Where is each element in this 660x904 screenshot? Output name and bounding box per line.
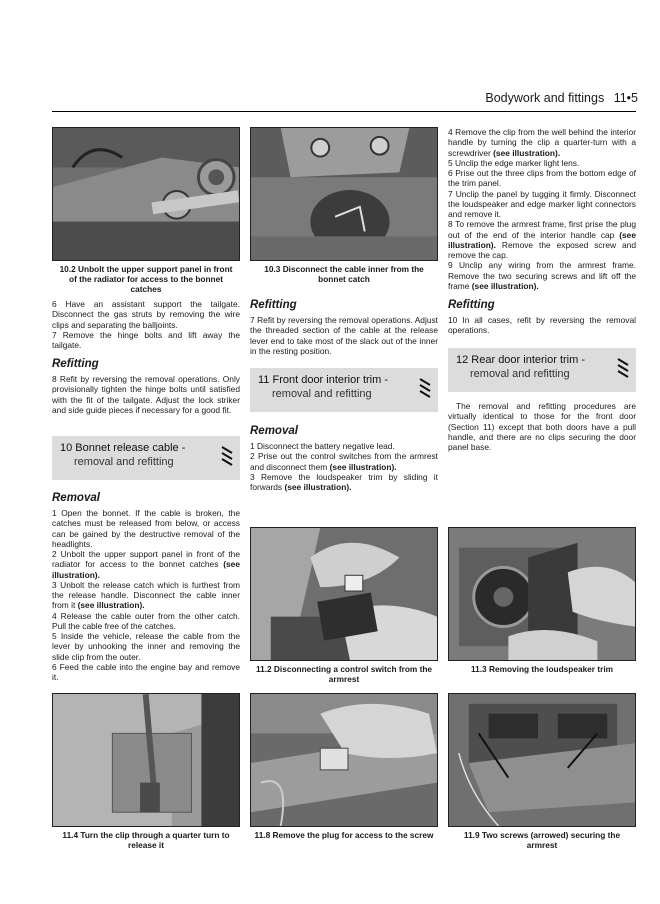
difficulty-spanner-icon xyxy=(220,443,234,469)
section-11-subtitle: removal and refitting xyxy=(272,387,372,400)
caption-11-2: 11.2 Disconnecting a control switch from the armrest xyxy=(255,664,433,685)
para-7-tailgate: 7 Remove the hinge bolts and lift away the tailgate. xyxy=(52,329,240,350)
para-2-front-door: 2 Prise out the control switches from the armrest and disconnect them (see illustration). xyxy=(250,451,438,472)
difficulty-spanner-icon xyxy=(418,375,432,401)
para-5-bonnet: 5 Inside the vehicle, release the cable from the lever by unhooking the inner and removing the slide clip from the outer. xyxy=(52,631,240,662)
heading-removal-col1: Removal xyxy=(52,492,100,504)
section-12-header xyxy=(448,348,636,392)
header-rule xyxy=(52,111,636,112)
col1-text-tailgate xyxy=(52,299,240,350)
para-5-lens: 5 Unclip the edge marker light lens. xyxy=(448,157,580,168)
caption-10-3: 10.3 Disconnect the cable inner from the bonnet catch xyxy=(264,264,424,285)
heading-refitting-col2: Refitting xyxy=(250,299,297,311)
photo-11-9 xyxy=(448,693,636,827)
para-4-clip: 4 Remove the clip from the well behind the interior handle by turning the clip a quarter-turn with a screwdriver (see illustration). xyxy=(448,127,636,158)
para-2-bonnet: 2 Unbolt the upper support panel in front of the radiator for access to the bonnet catches (see illustration). xyxy=(52,549,240,580)
caption-10-2: 10.2 Unbolt the upper support panel in front of the radiator for access to the bonnet catches xyxy=(59,264,233,295)
section-10-title: 10 Bonnet release cable - xyxy=(60,442,186,454)
col3-text-rear-door xyxy=(448,401,636,452)
para-1-front-door: 1 Disconnect the battery negative lead. xyxy=(250,441,395,451)
section-10-subtitle: removal and refitting xyxy=(74,455,174,468)
header-title: Bodywork and fittings xyxy=(485,91,605,105)
photo-10-2 xyxy=(52,127,240,261)
section-11-header xyxy=(250,368,438,412)
caption-11-3: 11.3 Removing the loudspeaker trim xyxy=(470,664,613,674)
heading-refitting-col3: Refitting xyxy=(448,299,495,311)
section-12-subtitle: removal and refitting xyxy=(470,367,570,380)
heading-removal-col2: Removal xyxy=(250,425,298,437)
para-4-bonnet: 4 Release the cable outer from the other catch. Pull the cable free of the catches. xyxy=(52,610,240,631)
col2-text-refitting xyxy=(250,315,438,356)
caption-11-8: 11.8 Remove the plug for access to the screw xyxy=(254,830,434,840)
para-6-clips: 6 Prise out the three clips from the bottom edge of the trim panel. xyxy=(448,168,636,189)
photo-11-2 xyxy=(250,527,438,661)
para-7-cable: 7 Refit by reversing the removal operations. Adjust the threaded section of the cable at the release lever end to take most of the slack out of the inner in the resting position. xyxy=(250,315,438,356)
col2-text-removal xyxy=(250,441,438,492)
caption-11-4: 11.4 Turn the clip through a quarter turn to release it xyxy=(62,830,230,851)
para-3-front-door: 3 Remove the loudspeaker trim by sliding it forwards (see illustration). xyxy=(250,471,438,492)
col3-text-refitting xyxy=(448,315,636,336)
para-10-refit: 10 In all cases, refit by reversing the removal operations. xyxy=(448,315,636,336)
section-12-title: 12 Rear door interior trim - xyxy=(456,354,585,366)
section-11-title: 11 Front door interior trim - xyxy=(258,374,389,386)
page-header xyxy=(485,91,638,105)
page-number: 11•5 xyxy=(613,91,638,105)
col1-text-removal xyxy=(52,508,240,682)
difficulty-spanner-icon xyxy=(616,355,630,381)
col3-text-removal xyxy=(448,127,636,291)
caption-11-9: 11.9 Two screws (arrowed) securing the armrest xyxy=(463,830,621,851)
photo-10-3 xyxy=(250,127,438,261)
section-10-header xyxy=(52,436,240,480)
para-9-wiring: 9 Unclip any wiring from the armrest frame. Remove the two securing screws and lift off the frame (see illustration). xyxy=(448,260,636,291)
para-6-tailgate: 6 Have an assistant support the tailgate. Disconnect the gas struts by removing the wire clips and separating the balljoints. xyxy=(52,299,240,330)
para-6-bonnet: 6 Feed the cable into the engine bay and remove it. xyxy=(52,661,240,682)
col1-text-refitting xyxy=(52,374,240,415)
photo-11-8 xyxy=(250,693,438,827)
para-8-refitting: 8 Refit by reversing the removal operations. Only provisionally tighten the hinge bolts until satisfied with the fit of the tailgate. Adjust the lock striker and side guide pieces if necessary for a good fit. xyxy=(52,374,240,415)
para-rear-door: The removal and refitting procedures are virtually identical to those for the front door (Section 11) except that both doors have a pull handle, and there are no clips securing the door panel base. xyxy=(448,401,636,452)
para-1-bonnet: 1 Open the bonnet. If the cable is broken, the catches must be released from below, or access can be gained by the destructive removal of the headlights. xyxy=(52,508,240,549)
para-8-armrest: 8 To remove the armrest frame, first prise the plug out of the end of the interior handle cap (see illustration). Remove the exposed screw and remove the cap. xyxy=(448,219,636,260)
photo-11-3 xyxy=(448,527,636,661)
photo-11-4 xyxy=(52,693,240,827)
heading-refitting-col1: Refitting xyxy=(52,358,99,370)
para-3-bonnet: 3 Unbolt the release catch which is furthest from the release handle. Disconnect the cable inner from it (see illustration). xyxy=(52,579,240,611)
para-7-panel: 7 Unclip the panel by tugging it firmly. Disconnect the loudspeaker and edge marker light connectors and remove it. xyxy=(448,188,636,219)
